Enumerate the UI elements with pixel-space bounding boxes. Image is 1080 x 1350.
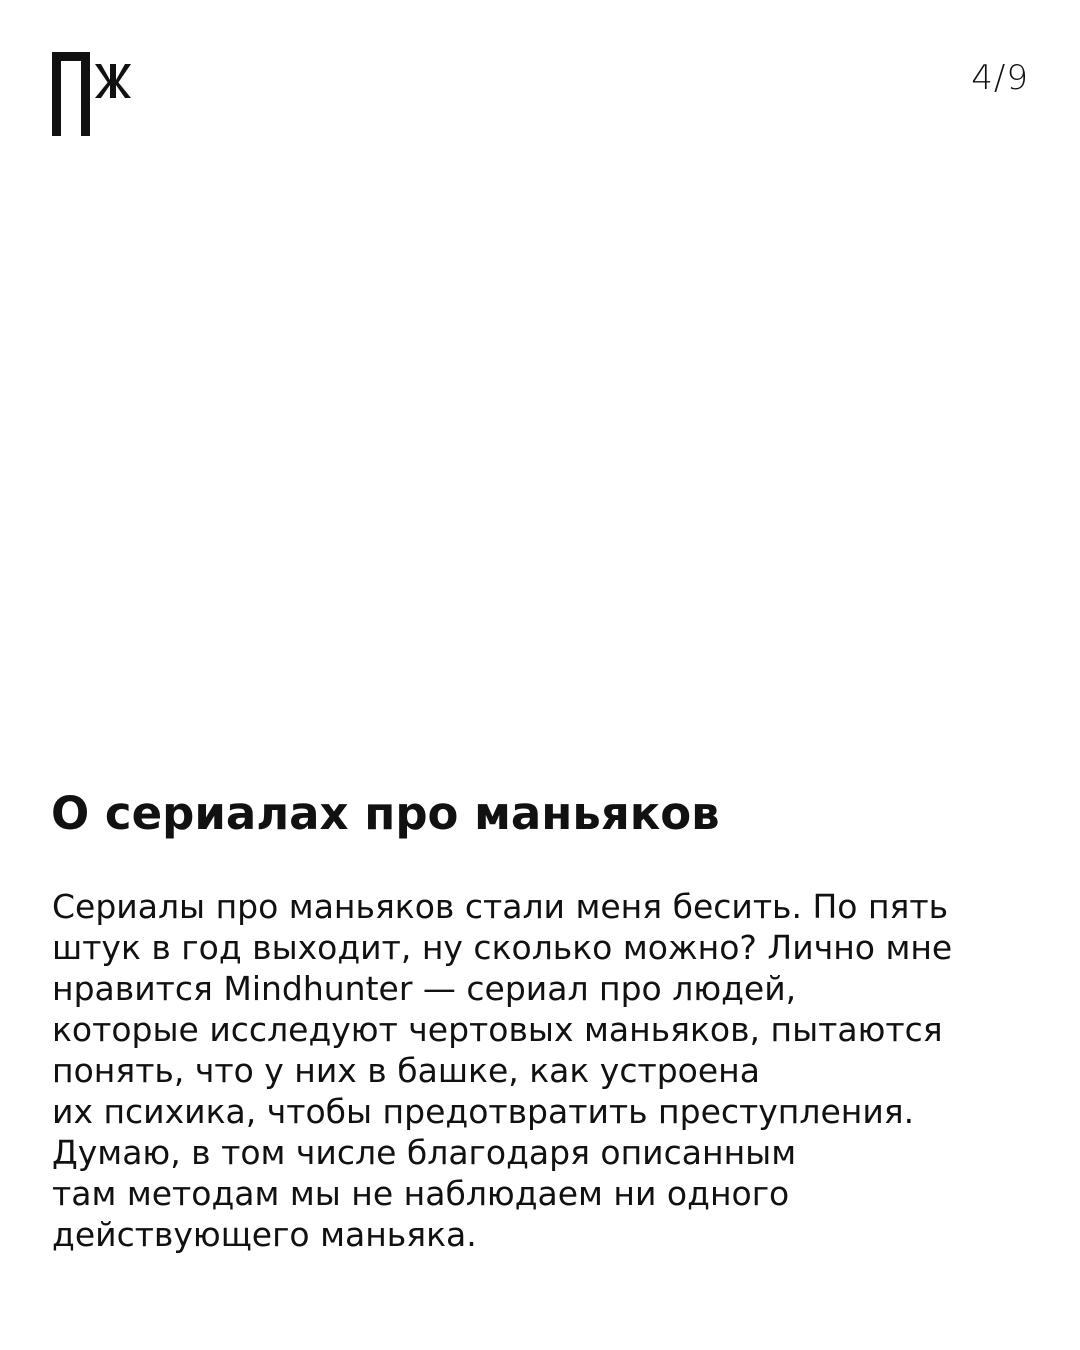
- article-body-line: Сериалы про маньяков стали меня бесить. По пять: [52, 887, 949, 926]
- article-body-line: понять, что у них в башке, как устроена: [52, 1051, 760, 1090]
- logo-icon: [52, 52, 132, 136]
- article-body-line: их психика, чтобы предотвратить преступления.: [52, 1092, 915, 1131]
- article-title: О сериалах про маньяков: [51, 787, 720, 840]
- article-body-line: штук в год выходит, ну сколько можно? Лично мне: [52, 928, 953, 967]
- article-body-line: там методам мы не наблюдаем ни одного: [52, 1174, 790, 1213]
- article-body-line: которые исследуют чертовых маньяков, пытаются: [52, 1010, 943, 1049]
- article-body-line: нравится Mindhunter — сериал про людей,: [52, 969, 797, 1008]
- article-body-line: Думаю, в том числе благодаря описанным: [52, 1133, 797, 1172]
- article-body: [52, 886, 1042, 1255]
- article-body-line: действующего маньяка.: [52, 1215, 477, 1254]
- page-counter: 4/9: [971, 58, 1029, 98]
